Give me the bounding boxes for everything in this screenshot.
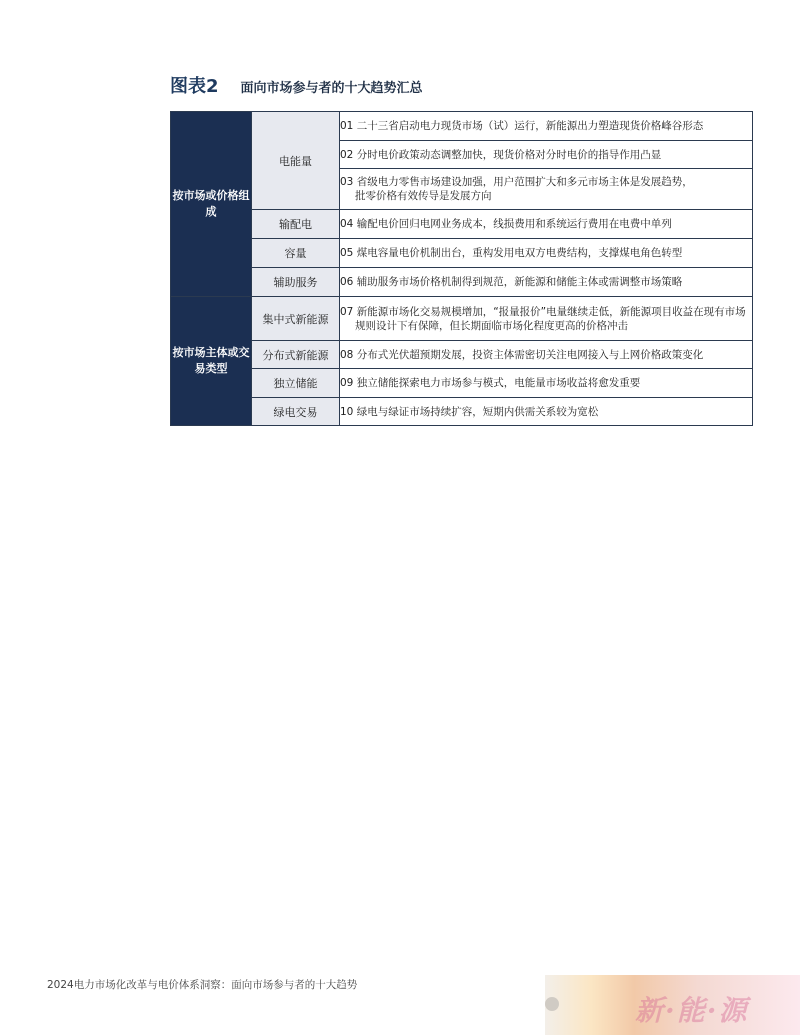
trend-item-03	[340, 169, 753, 210]
subgroup-cell-distributed: 分布式新能源	[252, 341, 340, 369]
table-row	[171, 369, 753, 398]
watermark	[545, 975, 800, 1035]
figure-number: 图表2	[170, 76, 219, 97]
subgroup-cell-storage: 独立储能	[252, 369, 340, 398]
subgroup-cell-green: 绿电交易	[252, 398, 340, 426]
trend-item-03-line2: 批零价格有效传导是发展方向	[355, 190, 492, 202]
trend-item-09: 09 独立储能探索电力市场参与模式，电能量市场收益将愈发重要	[340, 369, 753, 398]
trends-table	[170, 111, 753, 426]
table-row	[171, 297, 753, 341]
table-row	[171, 112, 753, 141]
trend-item-03-line1: 03 省级电力零售市场建设加强，用户范围扩大和多元市场主体是发展趋势，	[340, 176, 693, 188]
subgroup-cell-ancillary: 辅助服务	[252, 268, 340, 297]
page-footer: 2024电力市场化改革与电价体系洞察：面向市场参与者的十大趋势	[47, 979, 358, 991]
trend-item-08: 08 分布式光伏超预期发展，投资主体需密切关注电网接入与上网价格政策变化	[340, 341, 753, 369]
trend-item-01: 01 二十三省启动电力现货市场（试）运行，新能源出力塑造现货价格峰谷形态	[340, 112, 753, 141]
trend-item-07-line2: 规则设计下有保障，但长期面临市场化程度更高的价格冲击	[355, 319, 628, 332]
subgroup-cell-centralized: 集中式新能源	[252, 297, 340, 341]
group-cell-entity: 按市场主体或交易类型	[171, 297, 252, 426]
trend-item-10: 10 绿电与绿证市场持续扩容，短期内供需关系较为宽松	[340, 398, 753, 426]
figure-title: 面向市场参与者的十大趋势汇总	[240, 81, 423, 96]
table-row	[171, 239, 753, 268]
table-row	[171, 398, 753, 426]
trend-item-04: 04 输配电价回归电网业务成本，线损费用和系统运行费用在电费中单列	[340, 210, 753, 239]
trend-item-05: 05 煤电容量电价机制出台，重构发用电双方电费结构，支撑煤电角色转型	[340, 239, 753, 268]
subgroup-cell-transmission: 输配电	[252, 210, 340, 239]
watermark-logo-icon	[545, 997, 559, 1011]
figure-header	[170, 72, 423, 98]
watermark-text: 新·能·源	[635, 994, 749, 1027]
trend-item-07-line1: 07 新能源市场化交易规模增加，“报量报价”电量继续走低，新能源项目收益在现有市场	[340, 305, 746, 318]
table-row	[171, 210, 753, 239]
trend-item-02: 02 分时电价政策动态调整加快，现货价格对分时电价的指导作用凸显	[340, 141, 753, 169]
table-row	[171, 341, 753, 369]
trend-item-06: 06 辅助服务市场价格机制得到规范，新能源和储能主体或需调整市场策略	[340, 268, 753, 297]
trend-item-07	[340, 297, 753, 341]
subgroup-cell-energy: 电能量	[252, 112, 340, 210]
table-row	[171, 268, 753, 297]
subgroup-cell-capacity: 容量	[252, 239, 340, 268]
group-cell-price: 按市场或价格组成	[171, 112, 252, 297]
